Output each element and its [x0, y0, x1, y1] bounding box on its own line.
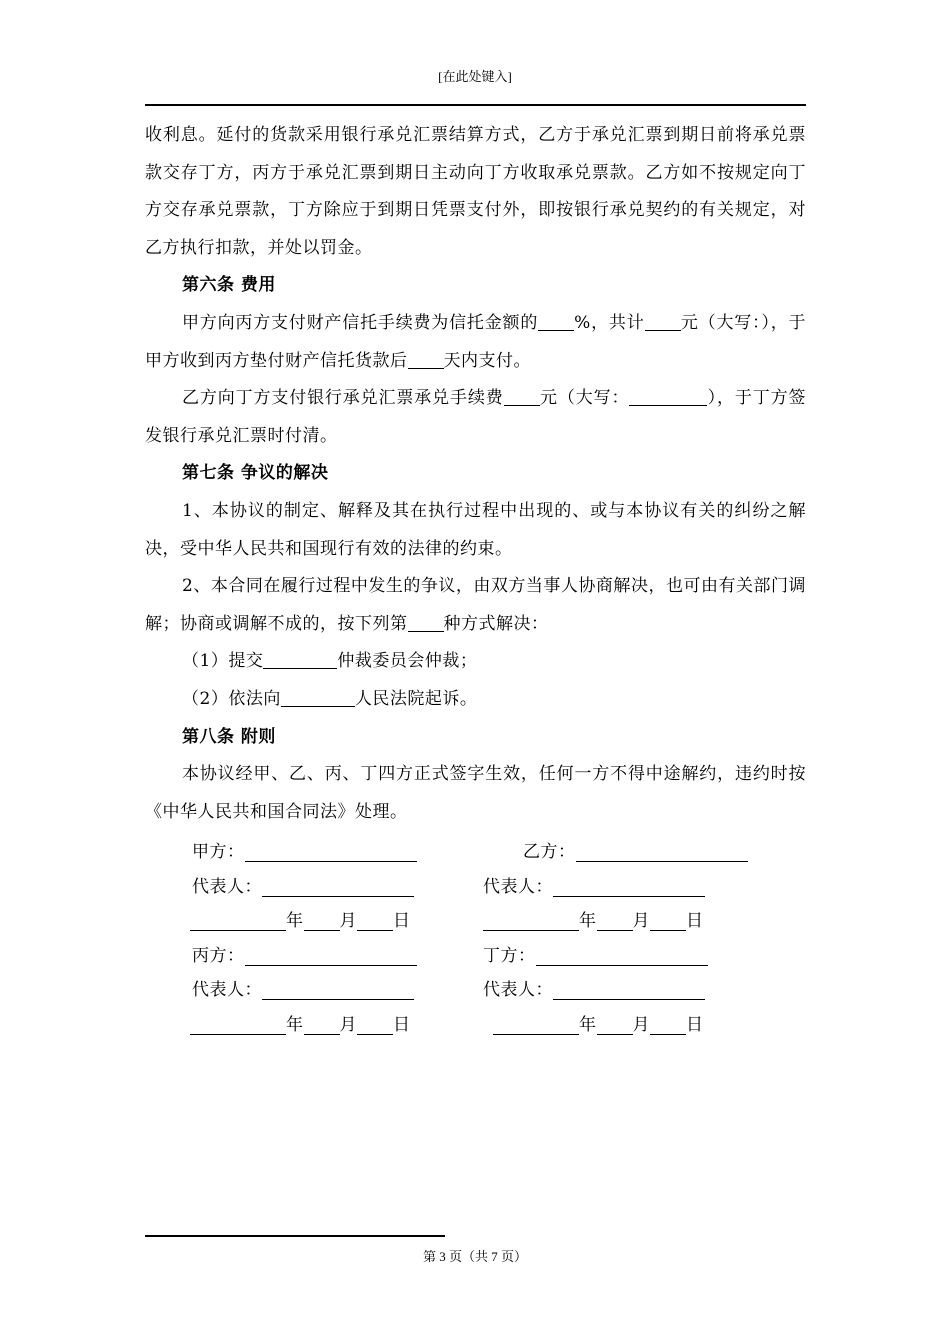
date-month-blank[interactable]: [597, 1014, 633, 1035]
acceptance-fee-blank[interactable]: [504, 387, 540, 406]
representative-label: 代表人：: [483, 876, 553, 897]
signature-block: [190, 835, 770, 1042]
party-c-representative-line[interactable]: [262, 979, 414, 1000]
resolution-method-blank[interactable]: [408, 613, 444, 632]
party-a-signature-line[interactable]: [245, 841, 417, 862]
page-header: [在此处键入]: [438, 69, 512, 84]
party-c-label: 丙方：: [192, 945, 245, 966]
header-rule: [145, 104, 806, 106]
signature-row-date-cd: 年 月 日 年 月 日: [190, 1008, 770, 1043]
article-7-title: 第七条 争议的解决: [182, 463, 329, 484]
date-day-blank[interactable]: [650, 1014, 686, 1035]
signature-row-date-ab: 年 月 日 年 月 日: [190, 904, 770, 939]
date-month-blank[interactable]: [597, 910, 633, 931]
document-body: [145, 117, 806, 831]
article-7-paragraph-2: 2、本合同在履行过程中发生的争议，由双方当事人协商解决，也可由有关部门调解；协商或调解不成的，按下列第 种方式解决：: [145, 576, 806, 634]
date-month-blank[interactable]: [304, 910, 340, 931]
article-8-paragraph-1: 本协议经甲、乙、丙、丁四方正式签字生效，任何一方不得中途解约，违约时按《中华人民共和国合同法》处理。: [145, 764, 806, 822]
party-d-representative-line[interactable]: [553, 979, 705, 1000]
fee-amount-blank[interactable]: [645, 312, 681, 331]
article-6-paragraph-1: 甲方向丙方支付财产信托手续费为信托金额的 %，共计 元（大写：），于甲方收到丙方垫付财产信托货款后 天内支付。: [145, 312, 807, 371]
party-a-representative-line[interactable]: [262, 876, 414, 897]
date-month-blank[interactable]: [304, 1014, 340, 1035]
date-year-blank[interactable]: [483, 910, 579, 931]
page-number: 第 3 页（共 7 页）: [422, 1249, 527, 1264]
date-day-blank[interactable]: [357, 910, 393, 931]
party-b-label: 乙方：: [523, 842, 576, 862]
arbitration-commission-blank[interactable]: [263, 650, 337, 669]
party-d-label: 丁方：: [483, 945, 536, 966]
days-blank[interactable]: [408, 350, 444, 369]
date-day-blank[interactable]: [650, 910, 686, 931]
party-b-representative-line[interactable]: [553, 876, 705, 897]
article-7-paragraph-1: 1、本协议的制定、解释及其在执行过程中出现的、或与本协议有关的纠纷之解决，受中华人民共和国现行有效的法律的约束。: [145, 500, 806, 559]
signature-row-rep-cd: [190, 973, 770, 1008]
article-8-title: 第八条 附则: [182, 726, 276, 747]
date-year-blank[interactable]: [190, 1014, 286, 1035]
fee-percent-blank[interactable]: [538, 312, 574, 331]
signature-row-parties-cd: [190, 939, 770, 974]
article-7-item-1: （1）提交 仲裁委员会仲裁；: [182, 651, 478, 672]
signature-row-rep-ab: [190, 870, 770, 905]
representative-label: 代表人：: [192, 980, 262, 1000]
party-d-signature-line[interactable]: [536, 945, 708, 966]
date-year-blank[interactable]: [190, 910, 286, 931]
party-c-signature-line[interactable]: [245, 945, 417, 966]
footer-rule: [145, 1235, 445, 1237]
party-a-label: 甲方：: [192, 842, 245, 862]
signature-row-parties-ab: [190, 835, 770, 870]
representative-label: 代表人：: [192, 876, 262, 897]
date-year-blank[interactable]: [493, 1014, 579, 1035]
article-6-title: 第六条 费用: [182, 275, 276, 296]
party-b-signature-line[interactable]: [576, 841, 748, 862]
representative-label: 代表人：: [483, 980, 553, 1000]
amount-in-words-blank[interactable]: [629, 387, 707, 406]
paragraph-continuation: 收利息。延付的货款采用银行承兑汇票结算方式，乙方于承兑汇票到期日前将承兑票款交存丁方，丙方于承兑汇票到期日主动向丁方收取承兑票款。乙方如不按规定向丁方交存承兑票款，丁方除应于到期日凭票支付外，即按银行承兑契约的有关规定，对乙方执行扣款，并处以罚金。: [145, 125, 806, 258]
date-day-blank[interactable]: [357, 1014, 393, 1035]
article-7-item-2: （2）依法向 人民法院起诉。: [182, 688, 478, 709]
article-6-paragraph-2: 乙方向丁方支付银行承兑汇票承兑手续费 元（大写： ），于丁方签发银行承兑汇票时付清。: [145, 388, 807, 446]
court-blank[interactable]: [281, 688, 355, 707]
